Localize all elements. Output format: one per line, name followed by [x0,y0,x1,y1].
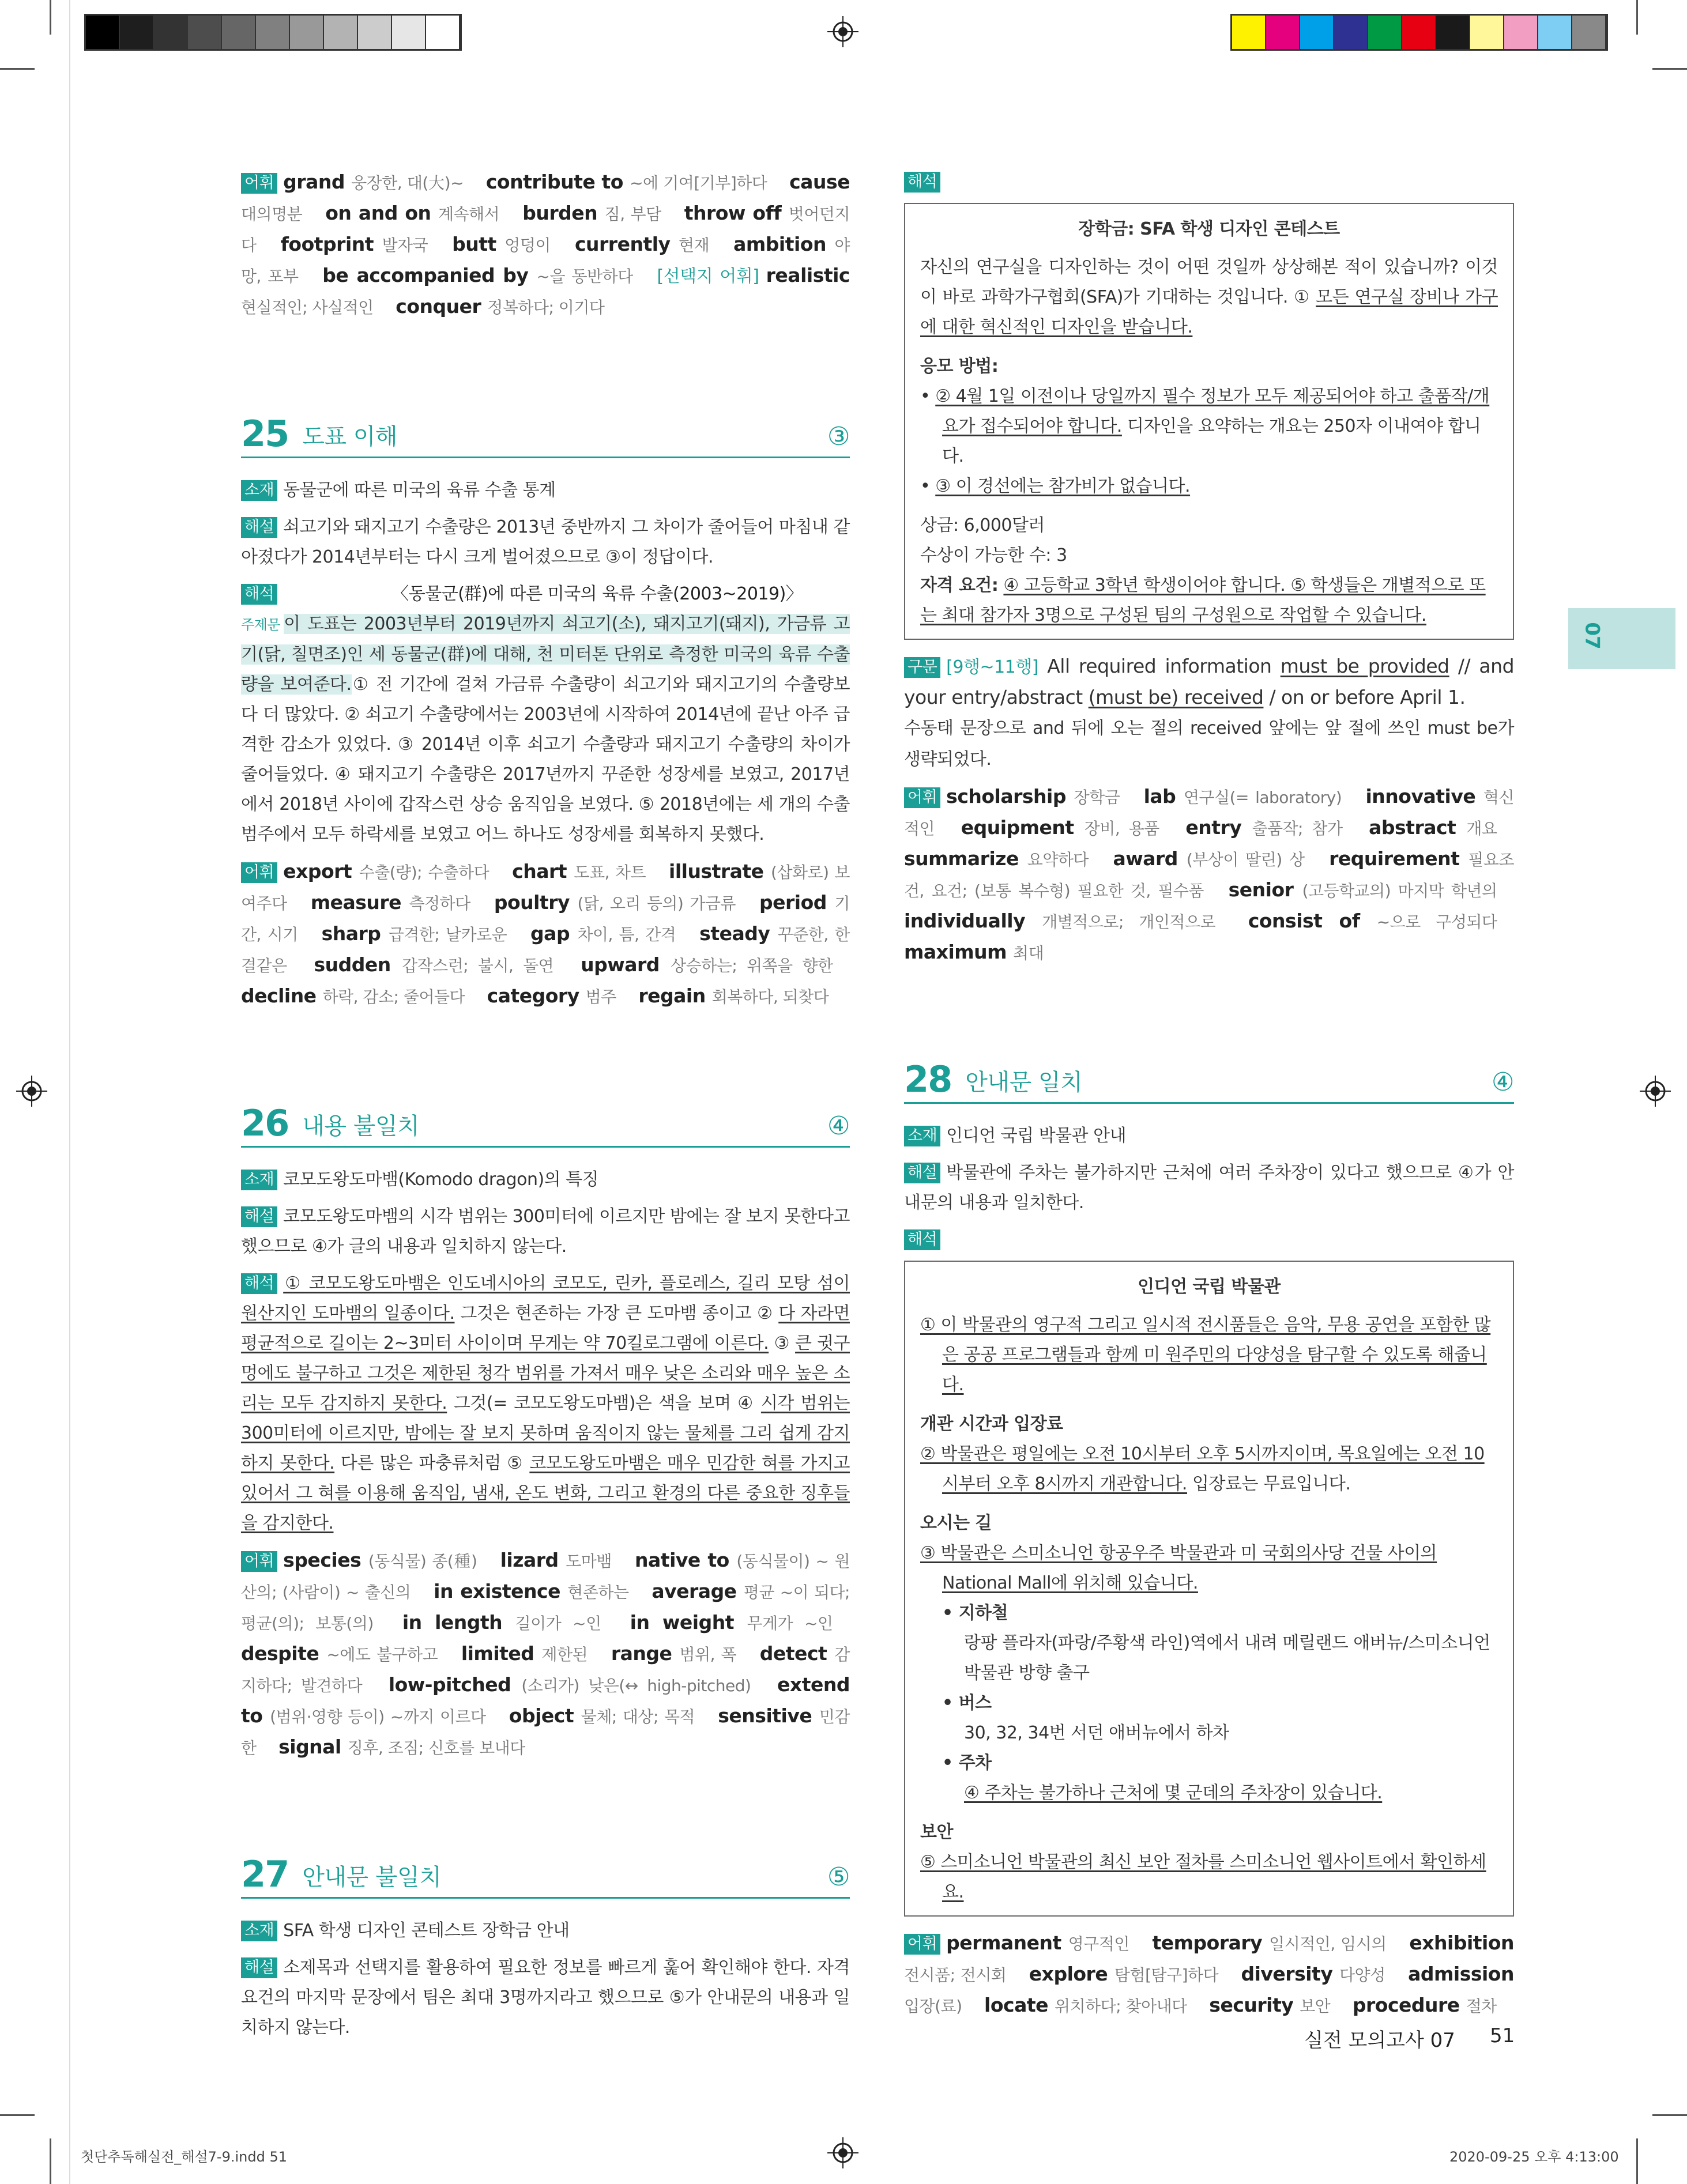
syntax-label: 구문 [904,657,940,678]
vocab-word: despite [241,1642,327,1665]
registration-mark-icon [1640,1076,1671,1107]
registration-mark-icon [827,16,858,47]
vocab-word: locate [984,1994,1055,2016]
vocab-meaning: 도마뱀 [566,1552,612,1571]
vocab-word: detect [759,1642,835,1665]
bus-heading: • 버스 [942,1693,992,1713]
vocab-meaning: (삽화로) 보여주다 [241,863,850,913]
vocab-meaning: 평균 ~이 되다; 평균(의); 보통(의) [241,1583,850,1633]
parking-heading: • 주차 [942,1753,992,1773]
topic-label: 소재 [904,1126,940,1146]
explanation-text: 코모도왕도마뱀의 시각 범위는 300미터에 이르지만 밤에는 잘 보지 못한다고 했으므로 ④가 글의 내용과 일치하지 않는다. [241,1206,850,1257]
vocab-word: senior [1228,878,1302,901]
notice-underlined: ③ 이 경선에는 참가비가 없습니다. [935,476,1191,496]
select-vocab-label: [선택지 어휘] [657,266,766,286]
vocab-word: award [1113,847,1187,870]
vocab-meaning: 요약하다 [1027,850,1089,869]
translation-label: 해석 [904,172,940,193]
vocab-list [904,787,1514,963]
translation-sentence: 코모도왕도마뱀은 매우 민감한 혀를 가지고 있어서 그 혀를 이용해 움직임, 냄새, 온도 변화, 그리고 환경의 다른 중요한 징후들을 감지한다. [241,1453,850,1533]
translation-text: 그것(= 코모도왕도마뱀)은 색을 보며 ④ [447,1393,761,1413]
color-swatch [426,16,460,49]
vocab-label: 어휘 [241,173,277,194]
color-swatch [1368,16,1402,49]
vocab-meaning: 일시적인, 임시의 [1269,1934,1387,1953]
vocab-word: export [283,860,359,882]
page-edge-line [69,0,70,2184]
parking-item [920,1778,1498,1808]
vocab-meaning: (범위·영향 등이) ~까지 이르다 [270,1707,486,1726]
vocab-meaning: ~에도 불구하고 [326,1645,438,1664]
vocab-meaning: 최대 [1013,944,1044,963]
vocab-word: realistic [766,264,850,286]
vocab-word: sharp [321,922,389,945]
vocab-meaning: 기간, 시기 [241,894,850,944]
vocab-word: lab [1143,785,1184,808]
vocab-word: in length [402,1611,515,1634]
vocab-word: entry [1185,816,1252,839]
vocab-meaning: 혁신적인 [904,788,1515,838]
notice-title: 장학금: SFA 학생 디자인 콘테스트 [1078,219,1340,239]
question-type: 도표 이해 [302,424,398,450]
explanation-label: 해설 [241,517,277,538]
vocab-word: in weight [630,1611,747,1634]
vocab-label: 어휘 [904,787,940,808]
vocab-word: regain [638,985,712,1007]
topic-sentence: 이 도표는 2003년부터 2019년까지 쇠고기(소), 돼지고기(돼지), 가금류 고기(닭, 칠면조)인 세 동물군(群)에 대해, 천 미터톤 단위로 측정한 미국의 육류 수출량을 보여준다. [241,614,850,695]
vocab-meaning: 위치하다; 찾아내다 [1055,1997,1187,2016]
vocab-meaning: (동식물) 종(種) [368,1552,477,1571]
vocab-word: ambition [733,233,835,255]
vocab-word: contribute to [485,171,630,193]
translation-body [241,609,850,850]
notice-underlined: ③ 박물관은 스미소니언 항공우주 박물관과 미 국회의사당 건물 사이의 National Mall에 위치해 있습니다. [920,1543,1437,1593]
crop-mark [0,2114,35,2116]
question-header-27 [241,1853,850,1899]
vocab-meaning: 연구실(= laboratory) [1183,788,1342,807]
translation-text: ① 전 기간에 걸쳐 가금류 수출량이 쇠고기와 돼지고기의 수출량보다 더 많았다. ② 쇠고기 수출량에서는 2003년에 시작하여 2014년에 끝난 아주 급격한 감소가 있었다. ③ 2014년 이후 쇠고기 수출량과 돼지고기 수출량의 차이가 줄어들었다. ④ 돼지고기 수출량은 2017년까지 꾸준한 성장세를 보였고, 2017년에서 2018년 사이에 갑작스런 상승 움직임을 보였다. ⑤ 2018년에는 세 개의 수출 범주에서 모두 하락세를 보였고 어느 하나도 성장세를 회복하지 못했다. [241,674,850,844]
vocab-list [241,173,850,318]
entry-bullet: • ② 4월 1일 이전이나 당일까지 필수 정보가 모두 제공되어야 하고 출품작/개요가 접수되어야 합니다. 디자인을 요약하는 개요는 250자 이내여야 합니다. [920,386,1490,466]
crop-mark [50,0,51,35]
vocab-word: poultry [494,891,578,914]
topic-row [241,1165,850,1195]
entry-heading: 응모 방법: [920,356,999,376]
line-reference: [9행~11행] [946,657,1038,677]
color-swatch [1572,16,1606,49]
vocab-meaning: ~에 기여[기부]하다 [630,173,767,193]
vocab-meaning: 보안 [1300,1997,1331,2016]
vocab-meaning: (소리가) 낮은(↔ high-pitched) [521,1676,751,1695]
vocab-block-27 [904,782,1514,968]
translation-text: 다른 많은 파충류처럼 ⑤ [334,1453,530,1473]
vocab-list [241,862,850,1007]
vocab-word: butt [452,233,505,255]
vocab-word: individually [904,910,1042,932]
syntax-text: All required information [1047,655,1281,677]
vocab-meaning: 절차 [1466,1997,1497,2016]
chapter-side-tab [1568,608,1675,669]
translation-label: 해석 [904,1229,940,1250]
syntax-underlined: (must be) received [1088,686,1264,708]
vocab-word: sensitive [718,1704,819,1727]
topic-label: 소재 [241,1170,277,1190]
color-swatch [1334,16,1368,49]
topic-label: 소재 [241,1921,277,1941]
color-swatch [120,16,154,49]
vocab-list [241,1551,850,1758]
translation-text: 그것은 현존하는 가장 큰 도마뱀 종이고 ② [454,1303,779,1323]
notice-text: 입장료는 무료입니다. [1187,1474,1351,1494]
color-swatch [324,16,358,49]
vocab-word: consist of [1248,910,1377,932]
vocab-word: security [1209,1994,1300,2016]
vocab-meaning: 웅장한, 대(大)~ [351,173,464,193]
crop-mark [1636,0,1638,35]
syntax-block [904,651,1514,775]
vocab-meaning: 범주 [585,987,616,1006]
explanation-label: 해설 [241,1957,277,1978]
vocab-meaning: ~을 동반하다 [536,267,633,286]
color-swatch [188,16,222,49]
question-header-26 [241,1102,850,1148]
color-swatch [1470,16,1504,49]
vocab-word: sudden [314,953,402,976]
vocab-meaning: 개요 [1466,819,1497,838]
vocab-word: abstract [1369,816,1467,839]
vocab-meaning: 짐, 부담 [604,205,661,224]
topic-text: 인디언 국립 박물관 안내 [946,1126,1127,1146]
color-swatch [1504,16,1538,49]
vocab-word: admission [1408,1963,1514,1985]
notice-underlined: ④ 주차는 불가하나 근처에 몇 군데의 주차장이 있습니다. [964,1783,1383,1803]
grayscale-color-bar [84,14,462,51]
vocab-meaning: 장학금 [1074,788,1120,807]
vocab-word: period [759,891,835,914]
translation-sentence: 시각 범위는 300미터에 이르지만, 밤에는 잘 보지 못하며 움직이지 않는 물체를 그리 쉽게 감지하지 못한다. [241,1393,850,1473]
explanation-row [241,1953,850,2043]
vocab-meaning: 발자국 [382,236,428,255]
vocab-word: native to [635,1549,737,1571]
vocab-meaning: 다양성 [1339,1966,1385,1985]
color-swatch [1300,16,1334,49]
vocab-word: low-pitched [388,1673,522,1696]
date-slug: 2020-09-25 오후 4:13:00 [1449,2149,1619,2165]
crop-mark [0,68,35,70]
vocab-meaning: 범위, 폭 [679,1645,737,1664]
vocab-word: chart [512,860,574,882]
directions-heading: 오시는 길 [920,1513,992,1533]
crop-mark [1652,2114,1687,2116]
vocab-word: decline [241,985,323,1007]
color-swatch [1436,16,1470,49]
cmyk-color-bar [1230,14,1608,51]
hours-heading: 개관 시간과 입장료 [920,1414,1063,1434]
vocab-word: explore [1029,1963,1114,1985]
vocab-meaning: 전시품; 전시회 [904,1966,1007,1985]
vocab-meaning: 측정하다 [409,894,470,913]
notice-intro [920,252,1498,342]
explanation-row [904,1158,1514,1218]
answer-mark: ④ [1492,1068,1514,1097]
topic-text: 동물군에 따른 미국의 육류 수출 통계 [283,480,556,500]
color-swatch [1538,16,1572,49]
explanation-row [241,512,850,572]
award-line: 수상이 가능한 수: 3 [920,545,1067,565]
registration-mark-icon [16,1076,47,1107]
translation-row [241,579,850,609]
vocab-word: conquer [396,295,488,318]
vocab-label: 어휘 [241,1551,277,1572]
notice-underlined: ④ 고등학교 3학년 학생이어야 합니다. ⑤ 학생들은 개별적으로 또는 최대 참가자 3명으로 구성된 팀의 구성원으로 작업할 수 있습니다. [920,575,1486,625]
translation-label: 해석 [241,1273,277,1294]
translation-sentence: ① 코모도왕도마뱀은 인도네시아의 코모도, 린카, 플로레스, 길리 모탕 섬이 원산지인 도마뱀의 일종이다. [241,1273,850,1323]
notice-text: 디자인을 요약하는 개요는 250자 이내여야 합니다. [942,416,1481,466]
registration-mark-icon [827,2137,858,2168]
topic-row [241,1916,850,1946]
vocab-meaning: 제한된 [541,1645,588,1664]
security-heading: 보안 [920,1822,953,1842]
vocab-word: cause [789,171,850,193]
vocab-meaning: 수출(량); 수출하다 [359,863,489,882]
vocab-meaning: 영구적인 [1068,1934,1129,1953]
vocab-meaning: 민감한 [241,1707,850,1757]
notice-item [920,1439,1498,1499]
vocab-word: exhibition [1409,1932,1514,1954]
notice-item [920,1538,1498,1598]
topic-label: 소재 [241,480,277,501]
vocab-meaning: ~으로 구성되다 [1376,912,1497,931]
notice-title: 인디언 국립 박물관 [1138,1277,1281,1297]
color-swatch [222,16,256,49]
vocab-meaning: 급격한; 날카로운 [388,925,507,944]
vocab-meaning: 물체; 대상; 목적 [581,1707,695,1726]
vocab-word: throw off [684,202,789,224]
notice-translation-box-28 [904,1261,1514,1917]
vocab-word: in existence [434,1580,568,1602]
answer-mark: ④ [827,1111,850,1141]
vocab-list [904,1934,1514,2016]
vocab-meaning: 엉덩이 [504,236,551,255]
vocab-meaning: 정복하다; 이기다 [487,298,605,317]
vocab-meaning: 갑작스런; 불시, 돌연 [402,956,554,975]
color-swatch [86,16,120,49]
notice-underlined: ② 4월 1일 이전이나 당일까지 필수 정보가 모두 제공되어야 하고 출품작/개요가 접수되어야 합니다. [935,386,1490,436]
color-swatch [1266,16,1300,49]
translation-title: 〈동물군(群)에 따른 미국의 육류 수출(2003~2019)〉 [391,584,803,604]
notice-underlined: ② 박물관은 평일에는 오전 10시부터 오후 5시까지이며, 목요일에는 오전 10시부터 오후 8시까지 개관합니다. [920,1444,1485,1494]
syntax-text: / on or before April 1. [1263,686,1466,708]
question-type: 안내문 일치 [965,1069,1083,1096]
question-header-25 [241,413,850,458]
answer-mark: ⑤ [827,1862,850,1892]
topic-text: 코모도왕도마뱀(Komodo dragon)의 특징 [283,1170,599,1190]
vocab-word: on and on [325,202,438,224]
question-type: 내용 불일치 [302,1113,420,1140]
vocab-meaning: 감지하다; 발견하다 [241,1645,850,1695]
vocab-word: burden [522,202,605,224]
vocab-meaning: 탐험[탐구]하다 [1114,1966,1219,1985]
vocab-meaning: 길이가 ~인 [515,1614,601,1633]
vocab-meaning: 무게가 ~인 [747,1614,833,1633]
vocab-word: maximum [904,941,1014,963]
vocab-word: equipment [961,816,1084,839]
vocab-word: gap [530,922,578,945]
vocab-word: range [611,1642,680,1665]
vocab-word: innovative [1365,785,1483,808]
vocab-word: illustrate [669,860,771,882]
vocab-block-26 [241,1545,850,1763]
translation-row [241,1269,850,1538]
vocab-meaning: 꾸준한, 한결같은 [241,925,850,975]
vocab-meaning: 장비, 용품 [1084,819,1159,838]
topic-row [904,1121,1514,1151]
vocab-word: footprint [280,233,382,255]
vocab-meaning: 현실적인; 사실적인 [241,298,374,317]
syntax-text: // and your entry/abstract [904,655,1515,708]
explanation-label: 해설 [241,1206,277,1227]
bus-text: 30, 32, 34번 서던 애버뉴에서 하차 [964,1723,1229,1743]
prize-line: 상금: 6,000달러 [920,515,1045,535]
question-number: 25 [241,413,289,455]
vocab-word: diversity [1241,1963,1340,1985]
vocab-meaning: 회복하다, 되찾다 [711,987,829,1006]
topic-row [241,476,850,506]
color-swatch [1232,16,1266,49]
vocab-meaning: 벗어던지다 [241,205,850,255]
color-swatch [358,16,392,49]
syntax-underlined: must be provided [1280,655,1449,677]
vocab-meaning: 징후, 조짐; 신호를 보내다 [347,1738,525,1757]
vocab-meaning: (고등학교의) 마지막 학년의 [1302,881,1497,900]
file-slug: 첫단추독해실전_해설7-9.indd 51 [81,2149,287,2165]
footer-section-title: 실전 모의고사 07 [1304,2029,1455,2052]
explanation-label: 해설 [904,1163,940,1183]
vocab-meaning: (부상이 딸린) 상 [1186,850,1305,869]
topic-sentence-label: 주제문 [241,617,281,633]
vocab-meaning: 상승하는; 위쪽을 향한 [671,956,833,975]
chapter-number: 07 [1580,622,1604,650]
notice-item [920,1310,1498,1400]
vocab-word: be accompanied by [322,264,537,286]
vocab-meaning: 현존하는 [567,1583,629,1602]
explanation-text: 박물관에 주차는 불가하지만 근처에 여러 주차장이 있다고 했으므로 ④가 안내문의 내용과 일치한다. [904,1163,1514,1213]
vocab-word: average [652,1580,744,1602]
syntax-note: 수동태 문장으로 and 뒤에 오는 절의 received 앞에는 앞 절에 쓰인 must be가 생략되었다. [904,718,1514,770]
notice-item [920,1847,1498,1907]
subway-text: 랑팡 플라자(파랑/주황색 라인)역에서 내려 메릴랜드 애버뉴/스미소니언 박물관 방향 출구 [964,1633,1490,1683]
eligibility [920,571,1498,631]
question-header-28 [904,1058,1514,1104]
vocab-word: upward [581,953,671,976]
vocab-meaning: (동식물이) ~ 원산의; (사람이) ~ 출신의 [241,1552,850,1602]
explanation-text: 쇠고기와 돼지고기 수출량은 2013년 중반까지 그 차이가 줄어들어 마침내 같아졌다가 2014년부터는 다시 크게 벌어졌으므로 ③이 정답이다. [241,517,850,567]
vocab-block-25 [241,857,850,1012]
entry-bullet: • ③ 이 경선에는 참가비가 없습니다. [920,476,1191,496]
vocab-word: temporary [1152,1932,1270,1954]
subway-heading: • 지하철 [942,1603,1008,1623]
vocab-meaning: 현재 [679,236,710,255]
vocab-meaning: 입장(료) [904,1997,962,2016]
vocab-word: category [487,985,586,1007]
translation-label: 해석 [241,584,277,605]
vocab-label: 어휘 [904,1934,940,1955]
explanation-text: 소제목과 선택지를 활용하여 필요한 정보를 빠르게 훑어 확인해야 한다. 자격 요건의 마지막 문장에서 팀은 최대 3명까지라고 했으므로 ⑤가 안내문의 내용과 일치하지 않는다. [241,1957,850,2038]
topic-text: SFA 학생 디자인 콘테스트 장학금 안내 [283,1921,570,1941]
question-number: 27 [241,1853,289,1895]
question-number: 26 [241,1102,289,1144]
vocab-word: measure [310,891,409,914]
notice-underlined: 모든 연구실 장비나 가구에 대한 혁신적인 디자인을 받습니다. [920,287,1498,337]
vocab-block-28 [904,1928,1514,2021]
vocab-word: scholarship [946,785,1074,808]
notice-underlined: ① 이 박물관의 영구적 그리고 일시적 전시품들은 음악, 무용 공연을 포함한 많은 공공 프로그램들과 함께 미 원주민의 다양성을 탐구할 수 있도록 해줍니다. [920,1315,1491,1395]
color-swatch [392,16,426,49]
vocab-meaning: 필요조건, 요건; (보통 복수형) 필요한 것, 필수품 [904,850,1514,900]
vocab-word: grand [283,171,352,193]
notice-underlined: ⑤ 스미소니언 박물관의 최신 보안 절차를 스미소니언 웹사이트에서 확인하세요. [920,1852,1486,1902]
vocab-meaning: 차이, 틈, 간격 [577,925,676,944]
vocab-meaning: 개별적으로; 개인적으로 [1042,912,1216,931]
vocab-word: currently [574,233,679,255]
vocab-word: steady [699,922,778,945]
vocab-word: permanent [946,1932,1068,1954]
vocab-meaning: 하락, 감소; 줄어들다 [322,987,465,1006]
answer-mark: ③ [827,422,850,451]
translation-text: ③ [769,1333,796,1353]
right-column [904,167,1514,2028]
notice-text: 자신의 연구실을 디자인하는 것이 어떤 것일까 상상해본 적이 있습니까? 이것이 바로 과학가구협회(SFA)가 기대하는 것입니다. ① [920,257,1498,307]
notice-translation-box-27 [904,203,1514,640]
translation-sentence: 다 자라면 평균적으로 길이는 2~3미터 사이이며 무게는 약 70킬로그램에 이른다. [241,1303,850,1353]
vocab-meaning: 대의명분 [241,205,303,224]
vocab-word: species [283,1549,368,1571]
vocab-meaning: 도표, 차트 [574,863,646,882]
eligibility-heading: 자격 요건: [920,575,999,595]
crop-mark [50,2138,51,2184]
left-column [241,167,850,2050]
color-swatch [256,16,290,49]
color-swatch [154,16,188,49]
vocab-word: signal [278,1736,348,1758]
vocab-label: 어휘 [241,862,277,883]
vocab-word: extend to [241,1673,850,1727]
vocab-word: object [509,1704,581,1727]
vocab-meaning: 출품작; 참가 [1252,819,1343,838]
vocab-word: procedure [1352,1994,1466,2016]
vocab-meaning: 야망, 포부 [241,236,850,286]
crop-mark [1652,68,1687,70]
vocab-word: requirement [1329,847,1468,870]
crop-mark [1636,2138,1638,2184]
vocab-word: lizard [500,1549,566,1571]
vocab-meaning: (닭, 오리 등의) 가금류 [577,894,736,913]
explanation-row [241,1202,850,1262]
question-number: 28 [904,1058,952,1100]
question-type: 안내문 불일치 [302,1864,442,1891]
color-swatch [290,16,324,49]
vocab-block-24 [241,167,850,323]
vocab-word: limited [461,1642,542,1665]
vocab-word: summarize [904,847,1027,870]
page-number: 51 [1490,2024,1515,2047]
vocab-meaning: 계속해서 [438,205,500,224]
translation-sentence: 큰 귓구멍에도 불구하고 그것은 제한된 청각 범위를 가져서 매우 낮은 소리와 매우 높은 소리는 모두 감지하지 못한다. [241,1333,850,1413]
color-swatch [1402,16,1436,49]
